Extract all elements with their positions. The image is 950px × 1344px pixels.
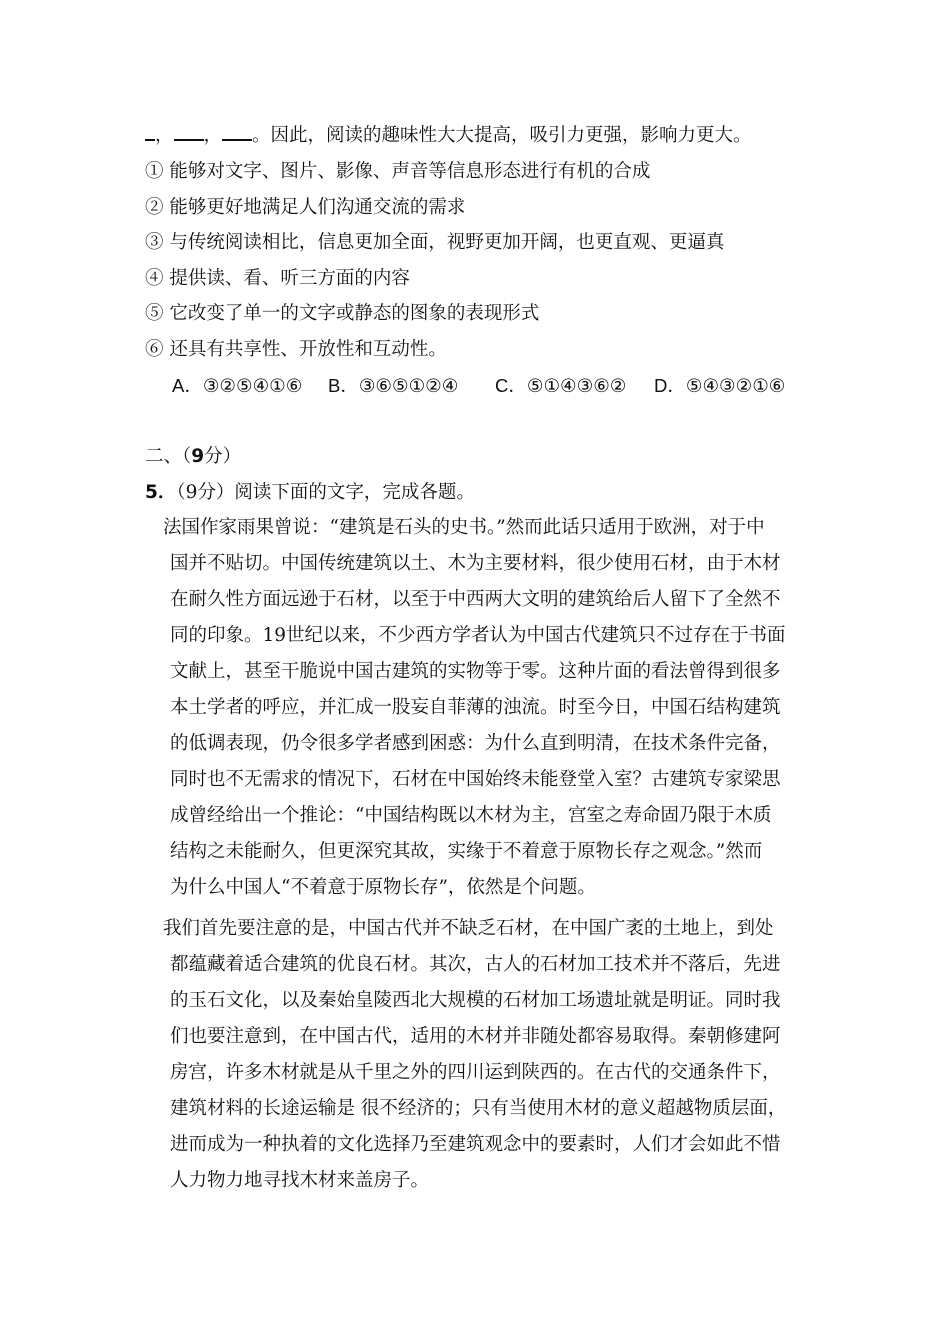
statement-3: ③ 与传统阅读相比，信息更加全面，视野更加开阔，也更直观、更逼真	[145, 232, 725, 253]
paragraph-2-line: 都蕴藏着适合建筑的优良石材。其次，古人的石材加工技术并不落后，先进	[170, 954, 781, 975]
answer-option-c[interactable]	[495, 374, 626, 399]
fill-in-sentence	[145, 124, 752, 148]
blank-3	[222, 125, 252, 141]
question-text: （9分）阅读下面的文字，完成各题。	[176, 482, 475, 503]
answer-option-b[interactable]	[328, 374, 458, 399]
paragraph-1-line: 同的印象。19世纪以来，不少西方学者认为中国古代建筑只不过存在于书面	[170, 625, 786, 646]
statement-1: ① 能够对文字、图片、影像、声音等信息形态进行有机的合成	[145, 161, 651, 182]
paragraph-1-line: 在耐久性方面远逊于石材，以至于中西两大文明的建筑给后人留下了全然不	[170, 589, 781, 610]
option-c-value: ⑤①④③⑥②	[526, 376, 627, 397]
paragraph-2-line: 的玉石文化，以及秦始皇陵西北大规模的石材加工场遗址就是明证。同时我	[170, 990, 781, 1011]
section-suffix: 分）	[204, 446, 242, 467]
option-d-letter: D．	[654, 375, 686, 396]
paragraph-2-line: 人力物力地寻找木材来盖房子。	[170, 1170, 430, 1191]
option-b-value: ③⑥⑤①②④	[358, 376, 459, 397]
statement-2: ② 能够更好地满足人们沟通交流的需求	[145, 197, 466, 218]
paragraph-2-line: 进而成为一种执着的文化选择乃至建筑观念中的要素时，人们才会如此不惜	[170, 1134, 781, 1155]
paragraph-1-line: 成曾经给出一个推论：“中国结构既以木材为主，宫室之寿命固乃限于木质	[170, 805, 772, 826]
question-number: 5．	[145, 482, 177, 503]
answer-option-a[interactable]	[172, 374, 302, 399]
paragraph-2-line: 房宫，许多木材就是从千里之外的四川运到陕西的。在古代的交通条件下，	[170, 1062, 781, 1083]
paragraph-1-line: 国并不贴切。中国传统建筑以土、木为主要材料，很少使用石材，由于木材	[170, 553, 781, 574]
paragraph-1-line: 为什么中国人“不着意于原物长存”，依然是个问题。	[170, 877, 596, 898]
paragraph-1-line: 结构之未能耐久，但更深究其故，实缘于不着意于原物长存之观念。”然而	[170, 841, 763, 862]
paragraph-1-line: 本土学者的呼应，并汇成一股妄自菲薄的浊流。时至今日，中国石结构建筑	[170, 697, 781, 718]
paragraph-1-line: 的低调表现，仍令很多学者感到困惑：为什么直到明清，在技术条件完备，	[170, 733, 781, 754]
section-heading	[145, 445, 241, 469]
paragraph-1-line: 同时也不无需求的情况下，石材在中国始终未能登堂入室？古建筑专家梁思	[170, 769, 781, 790]
blank-1	[145, 125, 155, 141]
option-d-value: ⑤④③②①⑥	[685, 376, 786, 397]
section-prefix: 二、（	[145, 446, 192, 467]
paragraph-1-line: 文献上，甚至干脆说中国古建筑的实物等于零。这种片面的看法曾得到很多	[170, 661, 781, 682]
statement-4: ④ 提供读、看、听三方面的内容	[145, 268, 410, 289]
paragraph-1-line: 法国作家雨果曾说：“建筑是石头的史书。”然而此话只适用于欧洲，对于中	[163, 517, 765, 538]
option-a-letter: A．	[172, 375, 203, 396]
separator-1: ，	[155, 125, 174, 146]
statement-5: ⑤ 它改变了单一的文字或静态的图象的表现形式	[145, 303, 540, 324]
answer-option-d[interactable]	[654, 374, 785, 399]
section-score: 9	[191, 446, 205, 467]
paragraph-2-line: 们也要注意到，在中国古代，适用的木材并非随处都容易取得。秦朝修建阿	[170, 1026, 781, 1047]
option-a-value: ③②⑤④①⑥	[202, 376, 303, 397]
fill-sentence-tail: 。因此，阅读的趣味性大大提高，吸引力更强，影响力更大。	[252, 125, 752, 146]
statement-6: ⑥ 还具有共享性、开放性和互动性。	[145, 339, 447, 360]
option-b-letter: B．	[328, 375, 359, 396]
paragraph-2-line: 建筑材料的长途运输是 很不经济的；只有当使用木材的意义超越物质层面，	[170, 1098, 787, 1119]
question-5	[145, 481, 475, 505]
paragraph-2-line: 我们首先要注意的是，中国古代并不缺乏石材，在中国广袤的土地上，到处	[163, 918, 774, 939]
separator-2: ，	[203, 125, 223, 146]
blank-2	[174, 125, 204, 141]
option-c-letter: C．	[495, 375, 527, 396]
